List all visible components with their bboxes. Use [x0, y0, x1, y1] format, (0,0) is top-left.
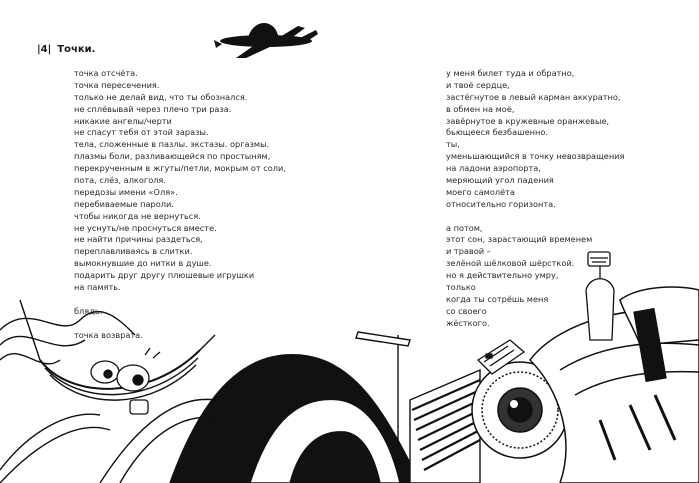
poem-line: зелёной шёлковой шёрсткой. — [446, 258, 575, 269]
poem-line: блядь. — [74, 305, 103, 316]
poem-line: передозы имени «Оля». — [74, 186, 178, 197]
poem-line: только — [446, 282, 476, 293]
poem-line: перекрученным в жгуты/петли, мокрым от соли, — [74, 163, 286, 174]
poem-line: но я действительно умру, — [446, 270, 559, 281]
poem-line: чтобы никогда не вернуться. — [74, 210, 201, 221]
poem-line: тела, сложенные в пазлы. экстазы. оргазмы. — [74, 139, 270, 150]
airplane-icon — [214, 23, 318, 58]
poem-line: меряющий угол падения — [446, 175, 554, 186]
poem-line: моего самолёта — [446, 186, 515, 197]
poem-line: ты, — [446, 139, 460, 150]
poem-line: плазмы боли, разливающейся по простыням, — [74, 151, 271, 162]
poem-line: на ладони аэропорта, — [446, 163, 541, 174]
poem-line: точка отсчёта. — [74, 68, 138, 78]
page-header — [37, 44, 95, 55]
page-number: |4| — [37, 44, 52, 55]
poem-line: и травой – — [446, 246, 491, 257]
poem-line: перебиваемые пароли. — [74, 198, 174, 209]
poem-line: этот сон, зарастающий временем — [446, 234, 593, 245]
poem-line: со своего — [446, 305, 487, 316]
poem-line: не спасут тебя от этой заразы. — [74, 127, 209, 138]
poem-line: завёрнутое в кружевные оранжевые, — [446, 115, 610, 126]
poem-line: бьющееся безбашенно. — [446, 127, 548, 138]
poem-line: уменьшающийся в точку невозвращения — [446, 151, 625, 162]
right-poem-column — [446, 68, 624, 330]
chapter-title: Точки. — [57, 44, 96, 55]
poem-line: на память. — [74, 282, 121, 293]
poem-line: переплавливаясь в слитки. — [74, 246, 193, 257]
poem-line: у меня билет туда и обратно, — [446, 68, 575, 78]
poem-line: точка пересечения. — [74, 79, 160, 90]
poem-line: не найти причины раздеться, — [74, 234, 203, 245]
poem-line: пота, слёз, алкоголя. — [74, 175, 166, 186]
poem-line: точка возврата. — [74, 329, 143, 340]
left-poem-column — [74, 68, 286, 341]
poem-line: только не делай вид, что ты обознался. — [74, 91, 248, 102]
poem-line: относительно горизонта. — [446, 198, 556, 209]
poem-line: когда ты сотрёшь меня — [446, 293, 549, 304]
poem-line: подарить друг другу плюшевые игрушки — [74, 270, 255, 281]
poem-line: в обмен на моё, — [446, 103, 515, 114]
poem-line: не уснуть/не проснуться вместе. — [74, 222, 217, 233]
poem-line: застёгнутое в левый карман аккуратно, — [446, 91, 621, 102]
poem-line: не сплёвывай через плечо три раза. — [74, 103, 232, 114]
poem-line: и твоё сердце, — [446, 79, 510, 90]
poem-line: вымокнувшие до нитки в душе. — [74, 258, 212, 269]
poem-line: никакие ангелы/черти — [74, 115, 172, 126]
poem-line: жёсткого. — [446, 317, 490, 328]
poem-line: а потом, — [446, 222, 483, 233]
